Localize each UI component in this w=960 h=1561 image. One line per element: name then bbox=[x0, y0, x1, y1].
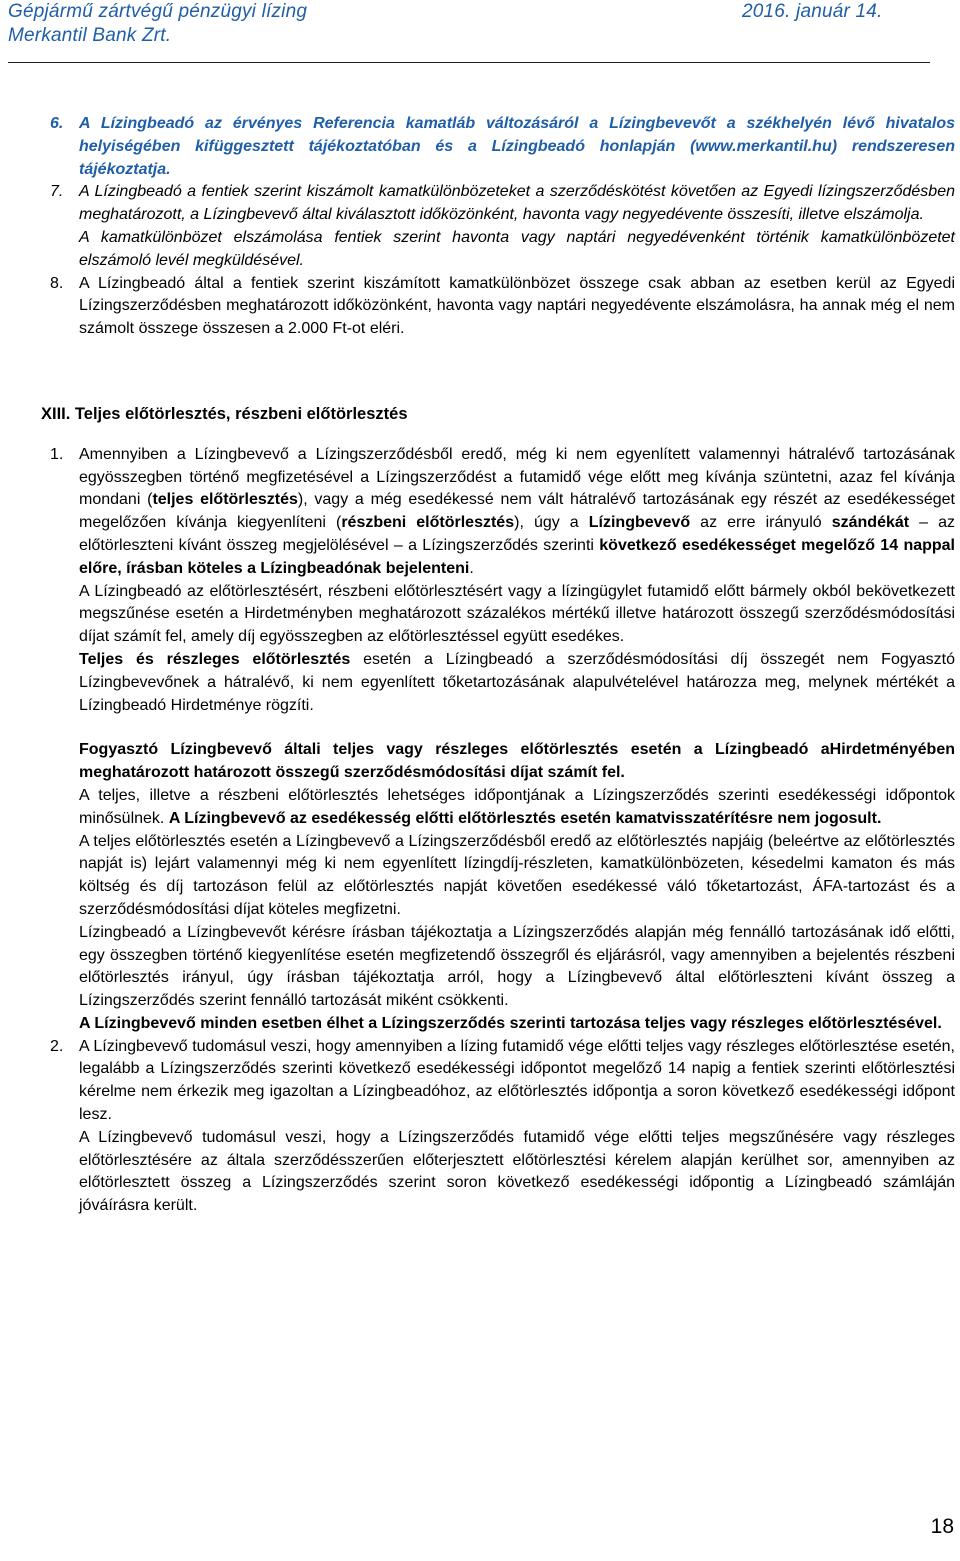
paragraph-number: 8. bbox=[50, 274, 64, 292]
paragraph-6 bbox=[50, 113, 955, 181]
document-body bbox=[41, 113, 956, 1218]
bold-term: Lízingbevevő bbox=[588, 514, 691, 532]
paragraph-text: A Lízingbeadó által a fentiek szerint kiszámított kamatkülönbözet összege csak abban az esetben kerül az Egyedi Lízingszerződésben meghatározott időközönként, havonta vagy naptári negyedévente elszámolásra, ha annak még el nem számolt összege összesen a 2.000 Ft-ot eléri. bbox=[79, 274, 955, 338]
paragraph-7 bbox=[50, 181, 955, 227]
clause-text: A teljes, illetve a részbeni előtörlesztés lehetséges időpontjának a Lízingszerződés szerinti esedékességi időpontok minősülnek. bbox=[79, 786, 955, 827]
bold-term: szándékát bbox=[831, 514, 910, 532]
paragraph-7-continued: A kamatkülönbözet elszámolása fentiek szerint havonta vagy naptári negyedévenként történik kamatkülönbözetet elszámoló levél megküldésével. bbox=[79, 228, 955, 269]
clause-1-dates bbox=[50, 785, 955, 831]
clause-number: 1. bbox=[50, 445, 64, 463]
clause-1-consumer: Fogyasztó Lízingbevevő általi teljes vagy részleges előtörlesztés esetén a Lízingbeadó aHirdetményében meghatározott határozott összegű szerződésmódosítási díjat számít fel. bbox=[79, 741, 955, 782]
clause-2-continued: A Lízingbevevő tudomásul veszi, hogy a Lízingszerződés futamidő vége előtti teljes megszűnésére vagy részleges előtörlesztésére az általa szerződésszerűen előterjesztett előtörlesztési kérelem alapján kerülhet sor, amennyiben az előtörlesztett összeg a Lízingszerződés szerint soron következő esedékességi időpontig a Lízingbeadó számláján jóváírásra került. bbox=[79, 1128, 955, 1215]
section-heading: XIII. Teljes előtörlesztés, részbeni előtörlesztés bbox=[41, 404, 408, 423]
paragraph-text: A Lízingbeadó az érvényes Referencia kamatláb változásáról a Lízingbevevőt a székhelyén lévő hivatalos helyiségében kifüggesztett tájékoztatóban és a Lízingbeadó honlapján (www.merkantil.hu) rendszeresen tájékoztatja. bbox=[79, 115, 955, 178]
clause-text: ), vagy a még esedékessé nem vált hátralévő tartozásának egy részét az esedékességet megelőzően kívánja kiegyenlíteni ( bbox=[79, 491, 956, 532]
clause-text: esetén a Lízingbeadó a szerződésmódosítási díj összegét nem Fogyasztó Lízingbevevőnek a hátralévő, ki nem egyenlített tőketartozásának alapulvételével határozza meg, melynek mértékét a Lízingbeadó Hirdetménye rögzíti. bbox=[79, 650, 955, 714]
clause-text: . bbox=[469, 559, 474, 577]
header-rule bbox=[8, 62, 930, 63]
clause-2 bbox=[50, 1036, 955, 1127]
clause-1-full-repayment: A teljes előtörlesztés esetén a Lízingbevevő a Lízingszerződésből eredő az előtörlesztés napjáig (beleértve az előtörlesztés napját is) lejárt valamennyi még ki nem egyenlített lízingdíj-részleten, kamatkülönbözeten, késedelmi kamaton és más költség és díj tartozáson felül az előtörlesztés napját követően esedékessé váló tőketartozást, ÁFA-tartozást és a szerződésmódosítási díjat köteles megfizetni. bbox=[79, 832, 955, 918]
bold-term: részbeni előtörlesztés bbox=[341, 514, 515, 532]
clause-text: A Lízingbevevő tudomásul veszi, hogy amennyiben a lízing futamidő vége előtti teljes vagy részleges előtörlesztése esetén, legalább a Lízingszerződés szerinti következő esedékességi időpontot megelőző 14 napig a fentiek szerinti előtörlesztési kérelme nem érkezik meg igazoltan a Lízingbeadóhoz, az előtörlesztés időpontja a soron következő esedékességi időpont lesz. bbox=[79, 1037, 955, 1124]
bold-term: Teljes és részleges előtörlesztés bbox=[79, 650, 351, 668]
header-company: Merkantil Bank Zrt. bbox=[8, 25, 172, 46]
paragraph-8 bbox=[50, 273, 955, 341]
paragraph-text: A Lízingbeadó a fentiek szerint kiszámolt kamatkülönbözeteket a szerződéskötést követően az Egyedi lízingszerződésben meghatározott, a Lízingbevevő által kiválasztott időközönként, havonta vagy negyedévente összesíti, illetve elszámolja. bbox=[79, 183, 955, 224]
bold-term: következő esedékességet megelőző 14 nappal előre, írásban köteles a Lízingbeadónak bejelenteni bbox=[79, 536, 955, 577]
clause-number: 2. bbox=[50, 1037, 64, 1055]
page-number: 18 bbox=[930, 1515, 954, 1538]
page-header bbox=[8, 0, 952, 66]
clause-text: ), úgy a bbox=[514, 514, 589, 532]
header-title: Gépjármű zártvégű pénzügyi lízing bbox=[8, 1, 308, 22]
clause-text: az erre irányuló bbox=[690, 514, 832, 532]
bold-term: A Lízingbevevő az esedékesség előtti előtörlesztés esetén kamatvisszatérítésre nem jogosult. bbox=[168, 809, 882, 827]
bold-term: teljes előtörlesztés bbox=[152, 491, 298, 509]
clause-1-information: Lízingbeadó a Lízingbevevőt kérésre írásban tájékoztatja a Lízingszerződés alapján még fennálló tartozásának idő előtti, egy összegben történő kiegyenlítése esetén megfizetendő összegről és eljárásról, vagy amennyiben a bejelentés részbeni előtörlesztés irányul, úgy írásban tájékoztatja arról, hogy a Lízingbevevő által előtörleszteni kívánt összeg a Lízingszerződés szerint fennálló tartozását miként csökkenti. bbox=[79, 923, 955, 1010]
clause-text: – az előtörleszteni kívánt összeg megjelölésével – a Lízingszerződés szerinti bbox=[79, 514, 956, 554]
clause-1-right: A Lízingbevevő minden esetben élhet a Lízingszerződés szerinti tartozása teljes vagy részleges előtörlesztésével. bbox=[79, 1014, 942, 1032]
clause-1-non-consumer bbox=[50, 649, 955, 717]
paragraph-number: 6. bbox=[50, 115, 64, 132]
clause-1 bbox=[50, 444, 955, 581]
clause-text: Amennyiben a Lízingbevevő a Lízingszerződésből eredő, még ki nem egyenlített valamennyi hátralévő tartozásának egyösszegben történő megfizetésével a Lízingszerződést a futamidő vége előtt meg kívánja szüntetni, azaz fel kívánja mondani ( bbox=[79, 445, 955, 509]
paragraph-number: 7. bbox=[50, 183, 64, 201]
header-date: 2016. január 14. bbox=[742, 1, 883, 22]
clause-1-fee: A Lízingbeadó az előtörlesztésért, részbeni előtörlesztésért vagy a lízingügylet futamidő előtt bármely okból bekövetkezett megszűnése esetén a Hirdetményben meghatározott százalékos mértékű illetve határozott összegű szerződésmódosítási díjat számít fel, amely díj egyösszegben az előtörlesztéssel együtt esedékes. bbox=[79, 582, 955, 646]
